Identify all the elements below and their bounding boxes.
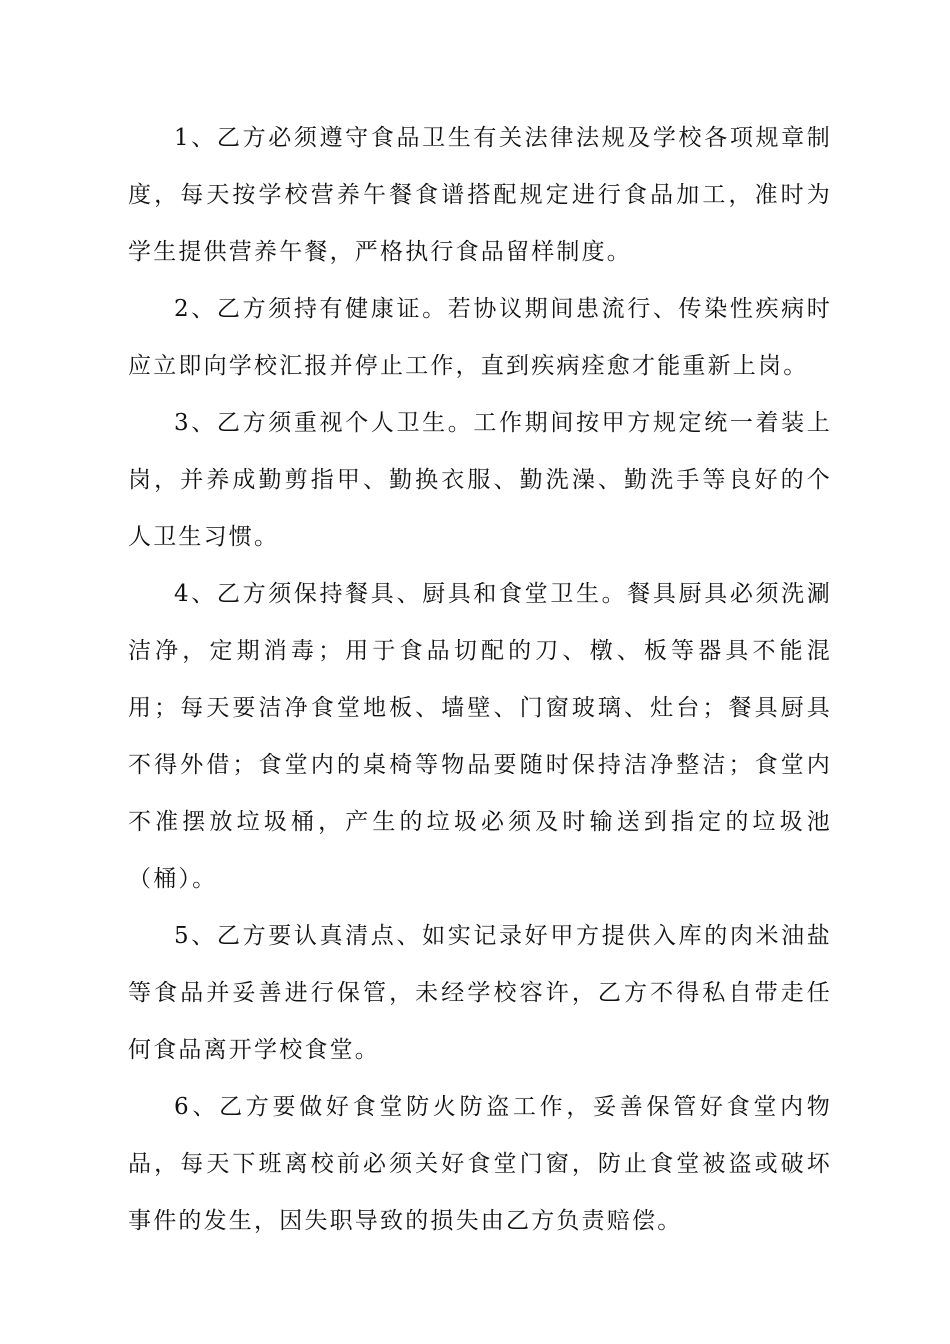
paragraph-4: 4、乙方须保持餐具、厨具和食堂卫生。餐具厨具必须洗涮洁净，定期消毒；用于食品切配的刀、橔、板等器具不能混用；每天要洁净食堂地板、墙壁、门窗玻璃、灶台；餐具厨具不得外借；食堂内的桌椅等物品要随时保持洁净整洁；食堂内不准摆放垃圾桶，产生的垃圾必须及时输送到指定的垃圾池（桶）。	[128, 581, 832, 892]
paragraph-5: 5、乙方要认真清点、如实记录好甲方提供入库的肉米油盐等食品并妥善进行保管，未经学校容许，乙方不得私自带走任何食品离开学校食堂。	[128, 923, 832, 1063]
paragraph-3: 3、乙方须重视个人卫生。工作期间按甲方规定统一着装上岗，并养成勤剪指甲、勤换衣服、勤洗澡、勤洗手等良好的个人卫生习惯。	[128, 410, 832, 550]
document-page	[128, 110, 832, 1250]
paragraph-2: 2、乙方须持有健康证。若协议期间患流行、传染性疾病时应立即向学校汇报并停止工作，直到疾病痊愈才能重新上岗。	[128, 296, 832, 379]
paragraph-6: 6、乙方要做好食堂防火防盗工作，妥善保管好食堂内物品，每天下班离校前必须关好食堂门窗，防止食堂被盗或破坏事件的发生，因失职导致的损失由乙方负责赔偿。	[128, 1094, 832, 1234]
paragraph-1: 1、乙方必须遵守食品卫生有关法律法规及学校各项规章制度，每天按学校营养午餐食谱搭配规定进行食品加工，准时为学生提供营养午餐，严格执行食品留样制度。	[128, 125, 832, 265]
